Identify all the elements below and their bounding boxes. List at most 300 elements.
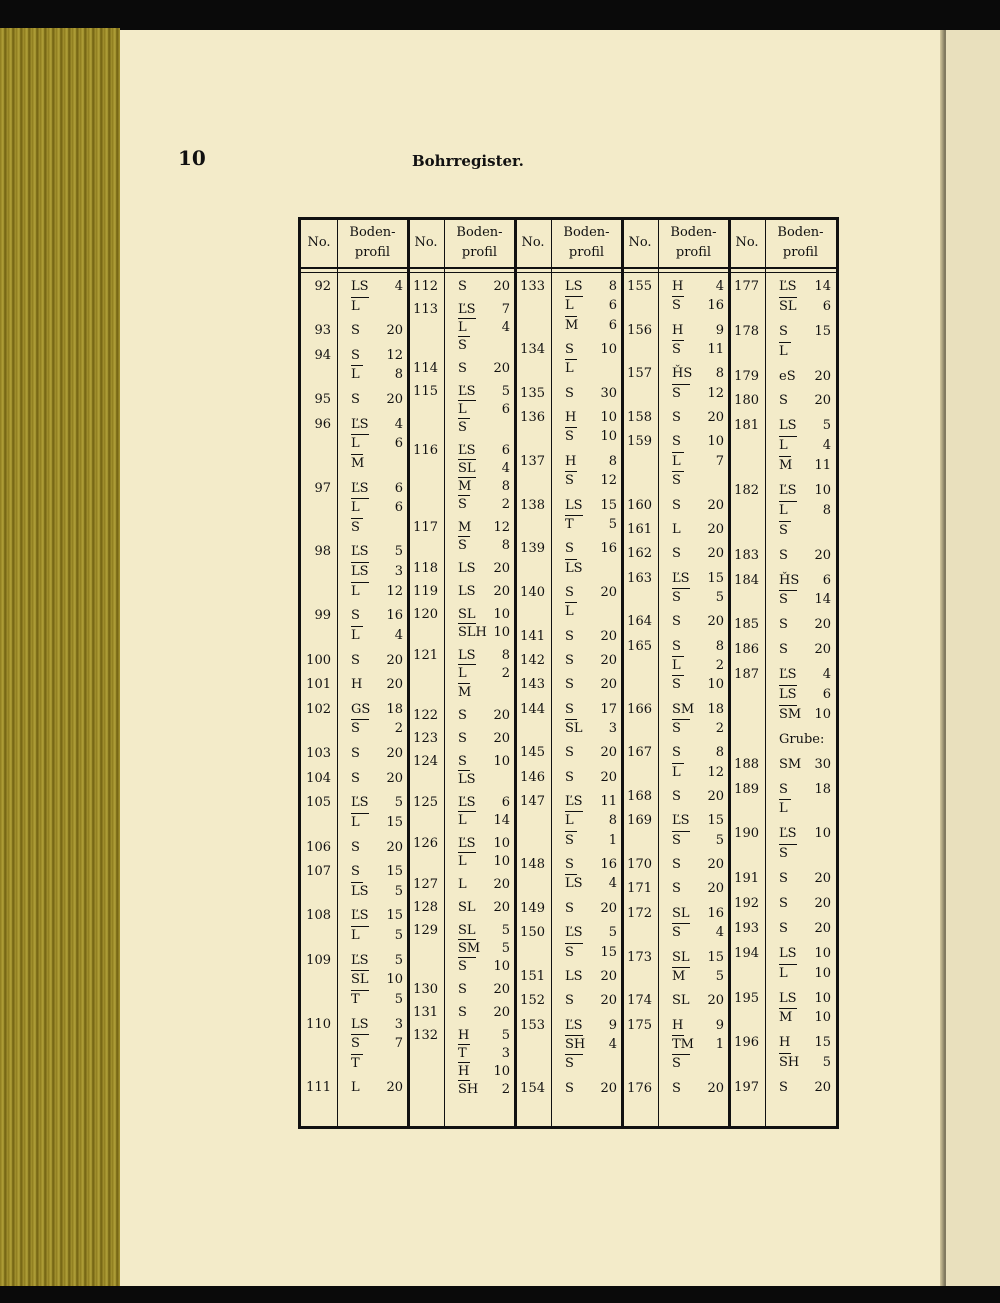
- layer-divider: [779, 342, 791, 343]
- entry-number: 195: [734, 990, 759, 1006]
- layer-thickness: 2: [501, 666, 510, 682]
- layer-thickness: 6: [394, 480, 403, 496]
- soil-layer: SH: [565, 1036, 586, 1052]
- layer-thickness: 10: [814, 706, 831, 722]
- soil-layer: S: [672, 832, 681, 848]
- soil-layer: S: [672, 881, 681, 897]
- layer-thickness: 4: [501, 461, 510, 477]
- layer-thickness: 20: [600, 652, 617, 668]
- soil-layer: LS: [351, 564, 369, 580]
- soil-layer: L: [565, 604, 574, 620]
- layer-thickness: 15: [386, 814, 403, 830]
- soil-layer: L: [351, 500, 360, 516]
- soil-layer: S: [565, 701, 574, 717]
- soil-layer: S: [458, 361, 467, 377]
- entry-number: 194: [734, 945, 759, 961]
- no-divider: [444, 220, 445, 1126]
- layer-thickness: 10: [493, 625, 510, 641]
- soil-layer: L: [351, 928, 360, 944]
- soil-layer: L: [672, 521, 681, 537]
- layer-thickness: 16: [707, 298, 724, 314]
- soil-layer: L: [351, 627, 360, 643]
- layer-divider: [779, 590, 797, 591]
- entry-number: 150: [520, 925, 545, 941]
- layer-divider: [565, 1035, 583, 1036]
- entry-number: 108: [306, 908, 331, 924]
- layer-divider: [779, 456, 791, 457]
- header-bodenprofil: Boden- profil: [456, 225, 503, 260]
- layer-divider: [779, 705, 797, 706]
- entry-number: 141: [520, 628, 545, 644]
- entry-number: 128: [413, 899, 438, 915]
- soil-layer: S: [672, 789, 681, 805]
- layer-thickness: 2: [715, 657, 724, 673]
- layer-thickness: 15: [707, 949, 724, 965]
- soil-layer: ĽS: [779, 667, 797, 683]
- soil-layer: S: [458, 279, 467, 294]
- page-title: Bohrregister.: [412, 152, 524, 170]
- soil-layer: ĽS: [351, 480, 369, 496]
- layer-thickness: 20: [386, 677, 403, 693]
- layer-divider: [672, 340, 684, 341]
- layer-thickness: 15: [386, 864, 403, 880]
- layer-thickness: 16: [600, 857, 617, 873]
- layer-thickness: 20: [493, 279, 510, 294]
- layer-thickness: 16: [386, 608, 403, 624]
- header-rule-thin: [301, 272, 836, 273]
- layer-thickness: 12: [707, 385, 724, 401]
- header-no: No.: [628, 235, 652, 250]
- entry-number: 161: [627, 521, 652, 537]
- soil-layer: T: [565, 516, 574, 532]
- layer-thickness: 20: [814, 871, 831, 887]
- entry-number: 100: [306, 652, 331, 668]
- layer-divider: [672, 588, 690, 589]
- entry-number: 95: [314, 392, 331, 408]
- layer-divider: [672, 1035, 684, 1036]
- layer-divider: [672, 1054, 690, 1055]
- layer-thickness: 20: [493, 981, 510, 997]
- layer-thickness: 20: [814, 617, 831, 633]
- layer-divider: [458, 811, 476, 812]
- soil-layer: S: [672, 677, 681, 693]
- layer-thickness: 6: [501, 443, 510, 459]
- layer-divider: [779, 297, 797, 298]
- entry-number: 110: [306, 1016, 331, 1032]
- header-rule: [301, 267, 836, 269]
- layer-thickness: 20: [707, 881, 724, 897]
- soil-layer: L: [779, 343, 788, 359]
- soil-layer: S: [351, 1036, 360, 1052]
- entry-number: 120: [413, 607, 438, 623]
- layer-thickness: 4: [822, 438, 831, 454]
- entry-number: 106: [306, 839, 331, 855]
- soil-layer: S: [565, 342, 574, 358]
- soil-layer: LS: [779, 418, 797, 434]
- entry-number: 160: [627, 497, 652, 513]
- entry-number: 138: [520, 497, 545, 513]
- layer-divider: [458, 495, 470, 496]
- layer-divider: [779, 501, 797, 502]
- soil-layer: ĽS: [779, 279, 797, 294]
- soil-layer: LS: [565, 876, 583, 892]
- layer-thickness: 6: [608, 298, 617, 314]
- soil-layer: GS: [351, 701, 371, 717]
- soil-layer: H: [351, 677, 363, 693]
- layer-thickness: 5: [822, 418, 831, 434]
- soil-layer: ȞS: [779, 572, 800, 588]
- entry-number: 133: [520, 279, 545, 294]
- layer-thickness: 2: [715, 721, 724, 737]
- soil-layer: ĽS: [672, 570, 690, 586]
- entry-number: 103: [306, 746, 331, 762]
- soil-layer: ĽS: [672, 813, 690, 829]
- layer-divider: [351, 1054, 363, 1055]
- layer-thickness: 20: [814, 642, 831, 658]
- layer-divider: [351, 582, 369, 583]
- soil-layer: S: [351, 839, 360, 855]
- layer-divider: [779, 685, 797, 686]
- layer-divider: [779, 521, 791, 522]
- soil-layer: SLH: [458, 625, 487, 641]
- layer-thickness: 12: [386, 583, 403, 599]
- layer-thickness: 5: [501, 1027, 510, 1043]
- entry-number: 126: [413, 835, 438, 851]
- bohrregister-table: [298, 217, 839, 1129]
- soil-layer: ĽS: [351, 416, 369, 432]
- layer-thickness: 6: [822, 687, 831, 702]
- layer-divider: [565, 559, 577, 560]
- header-no: No.: [307, 235, 331, 250]
- soil-layer: S: [351, 519, 360, 535]
- no-divider: [658, 220, 659, 1126]
- layer-divider: [565, 811, 583, 812]
- header-no: No.: [735, 235, 759, 250]
- layer-thickness: 12: [386, 347, 403, 363]
- layer-thickness: 3: [501, 1045, 510, 1061]
- layer-divider: [672, 967, 690, 968]
- layer-thickness: 6: [608, 317, 617, 333]
- layer-thickness: 20: [600, 993, 617, 1009]
- layer-thickness: 10: [707, 677, 724, 693]
- layer-thickness: 20: [707, 993, 724, 1009]
- entry-number: 122: [413, 707, 438, 723]
- layer-thickness: 5: [501, 940, 510, 956]
- layer-thickness: 5: [715, 589, 724, 605]
- layer-thickness: 10: [493, 835, 510, 851]
- layer-divider: [565, 316, 577, 317]
- layer-thickness: 15: [814, 1035, 831, 1051]
- soil-layer: L: [779, 502, 788, 518]
- entry-number: 92: [314, 279, 331, 294]
- header-bodenprofil: Boden- profil: [670, 225, 717, 260]
- entry-number: 137: [520, 453, 545, 469]
- layer-thickness: 20: [707, 857, 724, 873]
- layer-divider: [779, 964, 797, 965]
- layer-thickness: 20: [707, 410, 724, 426]
- layer-thickness: 15: [814, 323, 831, 339]
- soil-layer: S: [565, 769, 574, 785]
- entry-number: 155: [627, 279, 652, 294]
- entry-number: 117: [413, 520, 438, 536]
- soil-layer: eS: [779, 368, 796, 384]
- layer-thickness: 10: [493, 958, 510, 974]
- entry-number: 179: [734, 368, 759, 384]
- layer-thickness: 5: [501, 384, 510, 400]
- entry-number: 142: [520, 652, 545, 668]
- soil-layer: H: [672, 279, 684, 294]
- layer-thickness: 8: [715, 638, 724, 654]
- entry-number: 119: [413, 584, 438, 600]
- layer-thickness: 9: [715, 1017, 724, 1033]
- layer-thickness: 6: [822, 298, 831, 314]
- layer-thickness: 20: [707, 614, 724, 630]
- layer-thickness: 7: [394, 1036, 403, 1052]
- soil-layer: M: [779, 1010, 793, 1026]
- soil-layer: ĽS: [458, 302, 476, 318]
- entry-number: 143: [520, 677, 545, 693]
- layer-thickness: 10: [814, 483, 831, 498]
- entry-number: 191: [734, 871, 759, 887]
- entry-number: 163: [627, 570, 652, 586]
- layer-thickness: 20: [600, 628, 617, 644]
- layer-thickness: 20: [600, 769, 617, 785]
- layer-divider: [458, 1044, 470, 1045]
- facing-page-edge: [946, 30, 1000, 1286]
- soil-layer: S: [672, 721, 681, 737]
- entry-number: 115: [413, 384, 438, 400]
- layer-divider: [458, 418, 470, 419]
- soil-layer: S: [779, 522, 788, 538]
- entry-number: 154: [520, 1080, 545, 1096]
- layer-thickness: 8: [608, 279, 617, 294]
- layer-thickness: 10: [493, 607, 510, 623]
- layer-divider: [351, 365, 363, 366]
- layer-thickness: 7: [715, 453, 724, 469]
- soil-layer: S: [565, 584, 574, 600]
- soil-layer: LS: [458, 584, 476, 600]
- layer-thickness: 30: [600, 385, 617, 401]
- soil-layer: S: [565, 677, 574, 693]
- soil-layer: S: [565, 944, 574, 960]
- layer-divider: [458, 852, 476, 853]
- soil-layer: SH: [458, 1081, 479, 1097]
- layer-thickness: 8: [608, 813, 617, 829]
- entry-number: 192: [734, 896, 759, 911]
- entry-number: 140: [520, 584, 545, 600]
- soil-layer: S: [672, 925, 681, 941]
- soil-layer: S: [458, 958, 467, 974]
- entry-number: 124: [413, 753, 438, 769]
- soil-layer: LS: [458, 561, 476, 577]
- layer-thickness: 20: [600, 584, 617, 600]
- layer-thickness: 5: [501, 922, 510, 938]
- soil-layer: LS: [565, 279, 583, 294]
- layer-divider: [351, 1034, 369, 1035]
- layer-thickness: 14: [493, 812, 510, 828]
- layer-thickness: 9: [715, 322, 724, 338]
- page-number: 10: [178, 146, 206, 170]
- soil-layer: S: [672, 857, 681, 873]
- entry-number: 175: [627, 1017, 652, 1033]
- soil-layer: S: [779, 592, 788, 608]
- entry-number: 132: [413, 1027, 438, 1043]
- entry-number: 134: [520, 342, 545, 358]
- soil-layer: L: [565, 813, 574, 829]
- layer-divider: [672, 296, 684, 297]
- soil-layer: S: [351, 746, 360, 762]
- layer-divider: [351, 813, 369, 814]
- soil-layer: S: [672, 497, 681, 513]
- layer-thickness: 4: [715, 279, 724, 294]
- layer-thickness: 11: [707, 342, 724, 358]
- layer-thickness: 15: [600, 944, 617, 960]
- soil-layer: S: [779, 393, 788, 409]
- soil-layer: LS: [565, 968, 583, 984]
- soil-layer: L: [458, 812, 467, 828]
- layer-thickness: 20: [814, 1080, 831, 1096]
- layer-thickness: 6: [501, 794, 510, 810]
- soil-layer: SL: [672, 949, 690, 965]
- soil-layer: ĽS: [458, 794, 476, 810]
- layer-thickness: 20: [493, 876, 510, 892]
- layer-thickness: 20: [600, 1080, 617, 1096]
- layer-divider: [779, 1053, 791, 1054]
- layer-thickness: 11: [814, 458, 831, 474]
- layer-divider: [565, 359, 577, 360]
- layer-divider: [458, 318, 476, 319]
- layer-thickness: 20: [600, 677, 617, 693]
- entry-number: 147: [520, 794, 545, 810]
- layer-thickness: 5: [394, 928, 403, 944]
- layer-thickness: 20: [493, 730, 510, 746]
- layer-thickness: 14: [814, 279, 831, 294]
- layer-thickness: 12: [707, 764, 724, 780]
- soil-layer: LS: [779, 687, 797, 702]
- layer-thickness: 20: [493, 561, 510, 577]
- soil-layer: SL: [565, 721, 583, 737]
- layer-thickness: 20: [600, 745, 617, 761]
- layer-thickness: 5: [394, 544, 403, 560]
- entry-number: 139: [520, 541, 545, 557]
- soil-layer: SM: [779, 756, 802, 772]
- soil-layer: M: [672, 968, 686, 984]
- layer-divider: [672, 675, 684, 676]
- layer-thickness: 2: [501, 1081, 510, 1097]
- soil-layer: S: [351, 652, 360, 668]
- entry-number: 98: [314, 544, 331, 560]
- entry-number: 149: [520, 900, 545, 916]
- layer-thickness: 4: [608, 1036, 617, 1052]
- entry-number: 189: [734, 781, 759, 797]
- entry-number: 97: [314, 480, 331, 496]
- soil-layer: S: [672, 546, 681, 562]
- soil-layer: S: [565, 473, 574, 489]
- layer-divider: [565, 1054, 583, 1055]
- layer-divider: [458, 459, 476, 460]
- layer-divider: [458, 536, 470, 537]
- soil-layer: SL: [458, 922, 476, 938]
- soil-layer: SM: [458, 940, 481, 956]
- entry-number: 158: [627, 410, 652, 426]
- layer-thickness: 3: [394, 564, 403, 580]
- soil-layer: SH: [779, 1055, 800, 1071]
- soil-layer: L: [565, 361, 574, 377]
- layer-thickness: 10: [386, 972, 403, 988]
- layer-thickness: 18: [386, 701, 403, 717]
- entry-number: 167: [627, 745, 652, 761]
- soil-layer: S: [458, 497, 467, 513]
- layer-thickness: 14: [814, 592, 831, 608]
- layer-divider: [458, 1080, 470, 1081]
- soil-layer: T: [351, 991, 360, 1007]
- entry-number: 105: [306, 795, 331, 811]
- entry-number: 159: [627, 434, 652, 450]
- layer-thickness: 9: [608, 1017, 617, 1033]
- layer-thickness: 5: [394, 991, 403, 1007]
- layer-thickness: 20: [707, 521, 724, 537]
- layer-divider: [351, 434, 369, 435]
- no-divider: [765, 220, 766, 1126]
- layer-thickness: 8: [501, 648, 510, 664]
- entry-number: 164: [627, 614, 652, 630]
- layer-thickness: 5: [715, 968, 724, 984]
- soil-layer: ĽS: [779, 483, 797, 498]
- layer-thickness: 6: [394, 436, 403, 452]
- layer-thickness: 15: [386, 908, 403, 924]
- soil-layer: S: [565, 385, 574, 401]
- entry-number: 197: [734, 1080, 759, 1096]
- soil-layer: S: [672, 410, 681, 426]
- soil-layer: H: [565, 453, 577, 469]
- entry-number: 111: [306, 1080, 331, 1096]
- layer-divider: [779, 844, 797, 845]
- layer-thickness: 4: [715, 925, 724, 941]
- soil-layer: L: [779, 965, 788, 981]
- soil-layer: L: [565, 298, 574, 314]
- soil-layer: LS: [458, 771, 476, 787]
- soil-layer: L: [351, 367, 360, 383]
- layer-divider: [458, 623, 476, 624]
- soil-layer: L: [672, 453, 681, 469]
- entry-number: 188: [734, 756, 759, 772]
- entry-number: 176: [627, 1080, 652, 1096]
- layer-thickness: 8: [394, 367, 403, 383]
- soil-layer: S: [672, 589, 681, 605]
- layer-thickness: 10: [493, 1063, 510, 1079]
- layer-divider: [565, 427, 577, 428]
- layer-thickness: 5: [608, 925, 617, 941]
- soil-layer: S: [779, 846, 788, 862]
- layer-divider: [351, 970, 369, 971]
- soil-layer: S: [458, 538, 467, 554]
- layer-thickness: 16: [600, 541, 617, 557]
- soil-layer: S: [779, 920, 788, 936]
- layer-thickness: 20: [707, 1080, 724, 1096]
- layer-divider: [351, 498, 369, 499]
- soil-layer: SL: [351, 972, 369, 988]
- entry-number: 178: [734, 323, 759, 339]
- layer-divider: [672, 471, 684, 472]
- layer-thickness: 20: [386, 1080, 403, 1096]
- layer-thickness: 8: [822, 502, 831, 518]
- layer-thickness: 10: [493, 853, 510, 869]
- layer-divider: [351, 626, 363, 627]
- layer-divider: [458, 400, 476, 401]
- soil-layer: S: [565, 1056, 574, 1072]
- soil-layer: S: [351, 347, 360, 363]
- entry-number: 182: [734, 483, 759, 498]
